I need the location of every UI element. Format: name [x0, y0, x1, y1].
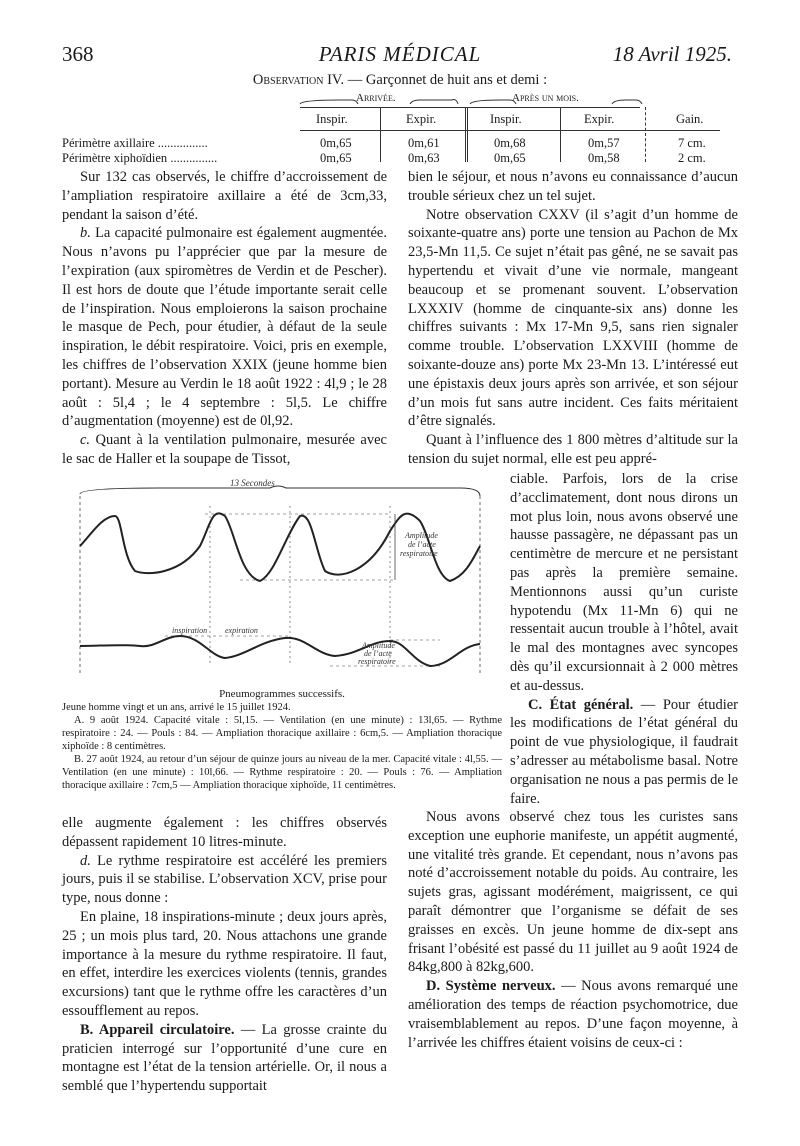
table-vline-3: [560, 107, 561, 162]
figure-caption: [62, 688, 502, 792]
table-cell: 0m,58: [588, 151, 620, 165]
figure-label-amplitude-b: de l’acte: [364, 649, 392, 658]
paragraph: Quant à l’influence des 1 800 mètres d’altitude sur la tension du sujet normal, elle est peu appré-: [408, 432, 738, 467]
col-header-expir-2: Expir.: [584, 112, 615, 126]
table-cell: 0m,68: [494, 136, 526, 150]
right-column-top: [408, 168, 738, 469]
table-cell: 0m,63: [408, 151, 440, 165]
figure-label-amplitude-a: respiratoire: [400, 549, 438, 558]
figure-label-amplitude-a: de l’acte: [408, 540, 436, 549]
paragraph: Nous avons observé chez tous les curistes sans exception une euphorie manifeste, un appétit augmenté, une vitalité très grande. Et cependant, nous n’avons pas noté d’accroissement notable du poids. Au contraire, les sujets gras, agissant modérément, maigrissent, ce qui paraît démontrer que l’organisme se défait de ses graisses en excès. Un jeune homme de dix-sept ans frisant l’obésité est passé du 11 juillet au 9 août 1924 de 84kg,800 à 82kg,600.: [408, 809, 738, 976]
table-rule-top: [300, 107, 640, 108]
col-header-gain: Gain.: [676, 112, 704, 126]
figure-label-expiration: expiration: [225, 626, 258, 635]
table-vline-2: [465, 107, 468, 162]
group-header-apres: Après un mois.: [512, 92, 579, 104]
figure-top-mark: 13 Secondes: [230, 478, 275, 488]
table-cell: 0m,65: [494, 151, 526, 165]
paragraph: En plaine, 18 inspirations-minute ; deux jours après, 25 ; un mois plus tard, 20. Nous attachons une grande importance à la mesure du rythme respiratoire. Il faut, en effet, interdire les exercices violents (tennis, grandes excursions) tant que le rythme offre les caractères d’un essoufflement au repos.: [62, 908, 387, 1019]
table-vline-1: [380, 107, 381, 162]
table-rule-mid: [300, 130, 720, 131]
right-column-narrow: [510, 470, 738, 808]
observation-label: Observation IV.: [252, 72, 345, 88]
figure-label-inspiration: inspiration: [172, 626, 208, 635]
paragraph: D. Système nerveux. — Nous avons remarqué une amélioration des temps de réaction psychomotrice, due vraisemblablement au repos. D’une façon moyenne, à l’arrivée les chiffres étaient voisins de ceux-ci :: [408, 978, 738, 1051]
col-header-inspir-1: Inspir.: [316, 112, 348, 126]
pneumogram-figure: [60, 476, 500, 686]
paragraph: C. État général. — Pour étudier les modifications de l’état général du point de vue physiologique, il faudrait s’adresser au métabolisme basal. Notre organisation ne nous a pas permis de le faire.: [510, 696, 739, 807]
paragraph: bien le séjour, et nous n’avons eu connaissance d’aucun trouble sérieux chez un tel sujet.: [408, 169, 738, 204]
table-cell: 7 cm.: [678, 136, 706, 150]
paragraph: elle augmente également : les chiffres observés dépassent rapidement 10 litres-minute.: [62, 815, 387, 850]
table-cell: 0m,57: [588, 136, 620, 150]
caption-subtitle: Jeune homme vingt et un ans, arrivé le 15 juillet 1924.: [62, 702, 291, 713]
paragraph: Sur 132 cas observés, le chiffre d’accroissement de l’ampliation respiratoire axillaire a été de 3cm,33, pendant la saison d’été.: [62, 169, 387, 223]
paragraph: d. Le rythme respiratoire est accéléré les premiers jours, puis il se stabilise. L’observation XCV, prise pour type, nous donne :: [62, 852, 387, 907]
paragraph: c. Quant à la ventilation pulmonaire, mesurée avec le sac de Haller et la soupape de Tissot,: [62, 432, 387, 467]
page-number: 368: [62, 42, 94, 66]
group-braces: [0, 0, 800, 120]
measurement-table: [0, 0, 800, 170]
figure-label-amplitude-b: respiratoire: [358, 657, 396, 666]
col-header-inspir-2: Inspir.: [490, 112, 522, 126]
observation-title-rest: — Garçonnet de huit ans et demi :: [344, 72, 548, 88]
paragraph: Notre observation CXXV (il s’agit d’un homme de soixante-quatre ans) porte une tension au Pachon de Mx 23,5-Mn 11,5. Ce sujet n’était pas gêné, ne se savait pas hypertendu et vivait d’une vie normale, mangeant beaucoup et se promenant souvent. L’observation LXXXIV (homme de cinquante-six ans) donne les chiffres suivants : Mx 17-Mn 9,5, sans rien signaler comme trouble. L’observation LXXVIII (homme de soixante-douze ans) porte Mx 23-Mn 13. L’intéressé eut une épistaxis deux jours après son arrivée, et son séjour d’un mois fut sans autre incident. Ces faits méritaient d’être signalés.: [408, 206, 738, 430]
caption-b: B. 27 août 1924, au retour d’un séjour de quinze jours au niveau de la mer. Capacité vitale : 4l,55. — Ventilation (en une minute) : 10l,66. — Rythme respiratoire : 20. — Pouls : 76. — Ampliation thoracique axillaire : 7cm,5 — Ampliation thoracique xiphoïde, 11 centimètres.: [62, 754, 502, 791]
figure-label-amplitude-a: Amplitude: [405, 531, 438, 540]
col-header-expir-1: Expir.: [406, 112, 437, 126]
table-cell: 2 cm.: [678, 151, 706, 165]
table-vline-4: [645, 107, 646, 162]
journal-title: PARIS MÉDICAL: [318, 42, 482, 66]
group-header-arrivee: Arrivée.: [356, 92, 396, 104]
pneumogram-trace-b: [80, 636, 480, 666]
right-column-bottom: [408, 808, 738, 1052]
figure-label-amplitude-b: Amplitude: [362, 641, 395, 650]
left-column-top: [62, 168, 387, 469]
table-row-label: Périmètre axillaire ................: [62, 136, 208, 150]
paragraph: b. La capacité pulmonaire est également augmentée. Nous n’avons pu l’apprécier que par la mesure de l’expiration (aux spiromètres de Verdin et de Pescher). Il est hors de doute que l’étude importante serait celle de l’inspiration. Nous emploierons la saison prochaine le masque de Pech, pour étudier, à défaut de la seule inspiration, le débit respiratoire. Voici, pris en exemple, les chiffres de l’observation XXIX (jeune homme bien portant). Mesure au Verdin le 18 août 1922 : 4l,9 ; le 28 août : 5l,4 ; le 4 septembre : 5l,5. Le chiffre d’augmentation (moyenne) est de 0l,92.: [62, 225, 387, 430]
issue-date: 18 Avril 1925.: [612, 42, 732, 66]
caption-a: A. 9 août 1924. Capacité vitale : 5l,15. — Ventilation (en une minute) : 13l,65. — Rythme respiratoire : 24. — Pouls : 84. — Ampliation thoracique axillaire : 6cm,5. — Ampliation thoracique xiphoïde : 8 centimètres.: [62, 715, 502, 752]
left-column-bottom: [62, 814, 387, 1096]
table-cell: 0m,61: [408, 136, 440, 150]
paragraph: B. Appareil circulatoire. — La grosse crainte du praticien interrogé sur l’opportunité d’une cure en montagne est l’état de la tension artérielle. Or, il nous a semblé que l’hypertendu supportait: [62, 1021, 387, 1095]
table-cell: 0m,65: [320, 151, 352, 165]
paragraph: ciable. Parfois, lors de la crise d’acclimatement, dont nous dirons un mot plus loin, nous avons observé une hausse passagère, ne dépassant pas un centimètre de mercure et ne persistant pas après la première semaine. Mentionnons aussi qu’un curiste hypotendu (Mx 11-Mn 6) qui ne ressentait aucun trouble à l’hôtel, avait le mal des montagnes avec syncopes dès qu’il excursionnait à 2 000 mètres et au-dessus.: [510, 471, 738, 694]
table-cell: 0m,65: [320, 136, 352, 150]
table-row-label: Périmètre xiphoïdien ...............: [62, 151, 218, 165]
caption-title: Pneumogrammes successifs.: [219, 688, 345, 700]
